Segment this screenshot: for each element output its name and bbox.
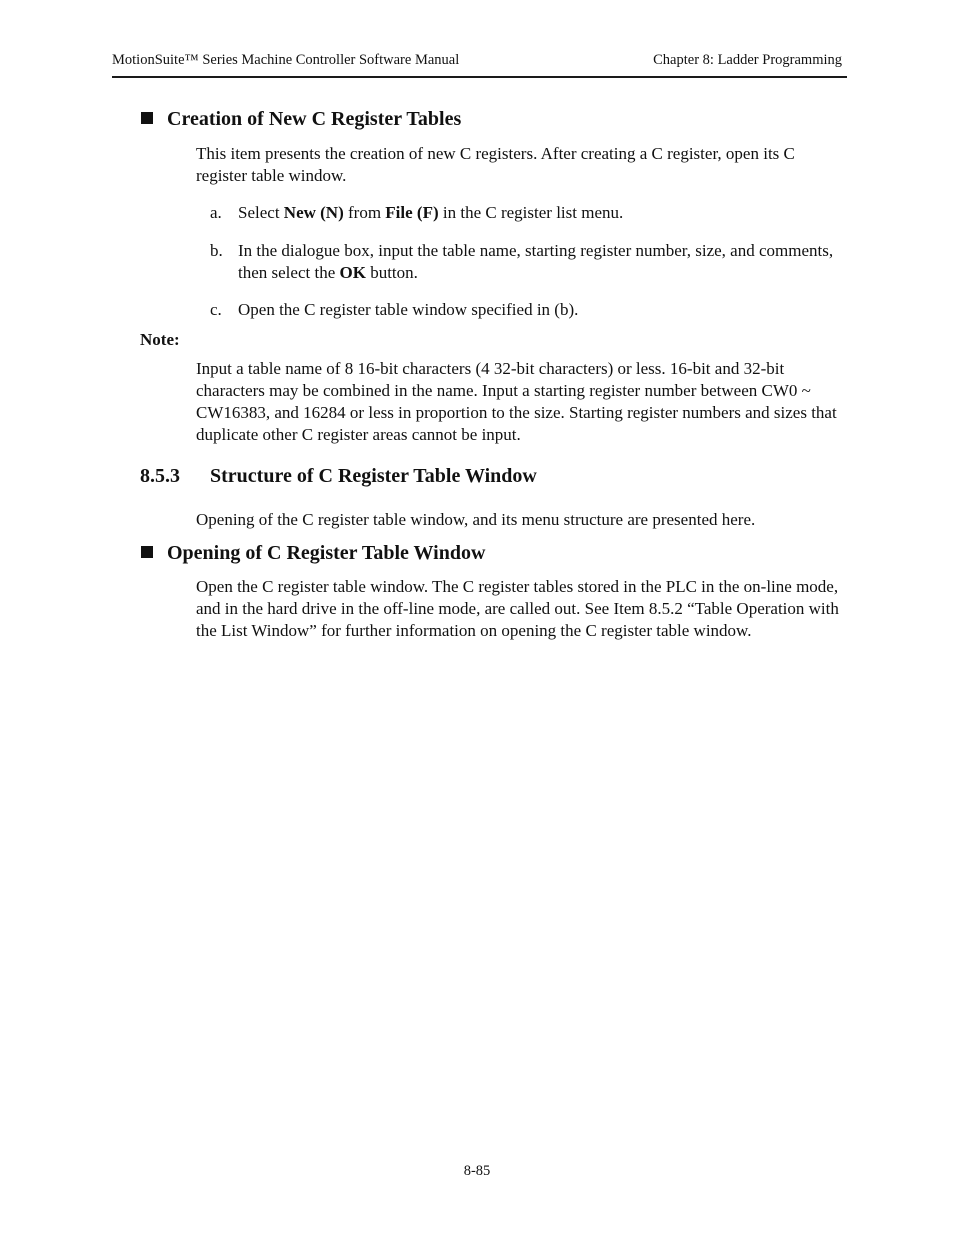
section-title: Structure of C Register Table Window xyxy=(210,465,537,487)
creation-intro: This item presents the creation of new C registers. After creating a C register, open its C register table window. xyxy=(196,144,795,185)
step-text xyxy=(238,202,850,224)
step-text-part: Open the C register table window specified in (b). xyxy=(238,300,579,319)
creation-heading xyxy=(141,107,461,131)
step-text-part: button. xyxy=(365,263,418,282)
step-a xyxy=(210,202,850,224)
note-label: Note: xyxy=(140,330,180,349)
chapter-title: Chapter 8: Ladder Programming xyxy=(653,52,842,68)
menu-item-new: New (N) xyxy=(283,203,344,222)
step-b xyxy=(210,240,850,284)
step-text xyxy=(238,240,850,284)
section-heading-853 xyxy=(140,464,537,488)
step-text-part: from xyxy=(343,203,386,222)
square-bullet-icon xyxy=(141,112,153,124)
ok-button-ref: OK xyxy=(339,263,366,282)
square-bullet-icon xyxy=(141,546,153,558)
step-c xyxy=(210,299,850,321)
section-853-text: Opening of the C register table window, and its menu structure are presented here. xyxy=(196,510,756,529)
creation-heading-text: Creation of New C Register Tables xyxy=(167,108,462,130)
page-number: 8-85 xyxy=(463,1163,491,1179)
manual-title: MotionSuite™ Series Machine Controller Software Manual xyxy=(112,52,460,68)
step-text-part: Select xyxy=(238,203,284,222)
step-letter: c. xyxy=(210,300,222,319)
step-letter: b. xyxy=(210,241,223,260)
step-text-part: in the C register list menu. xyxy=(438,203,624,222)
section-number: 8.5.3 xyxy=(140,465,180,487)
menu-file: File (F) xyxy=(385,203,439,222)
step-letter: a. xyxy=(210,203,222,222)
step-text xyxy=(238,299,850,321)
note-text: Input a table name of 8 16-bit characters (4 32-bit characters) or less. 16-bit and 32-bit characters may be combined in the name. Input a starting register number between CW0 ~ CW16383, and 16284 or less in proportion to the size. Starting register numbers and sizes that duplicate other C register areas cannot be input. xyxy=(196,359,837,444)
opening-heading-text: Opening of C Register Table Window xyxy=(167,542,486,564)
opening-text: Open the C register table window. The C register tables stored in the PLC in the on-line mode, and in the hard drive in the off-line mode, are called out. See Item 8.5.2 “Table Operation with the List Window” for further information on opening the C register table window. xyxy=(196,577,839,640)
page-header xyxy=(112,52,847,78)
step-text-part: In the dialogue box, input the table name, starting register number, size, and comments, then select the xyxy=(238,241,834,282)
opening-heading xyxy=(141,541,485,565)
